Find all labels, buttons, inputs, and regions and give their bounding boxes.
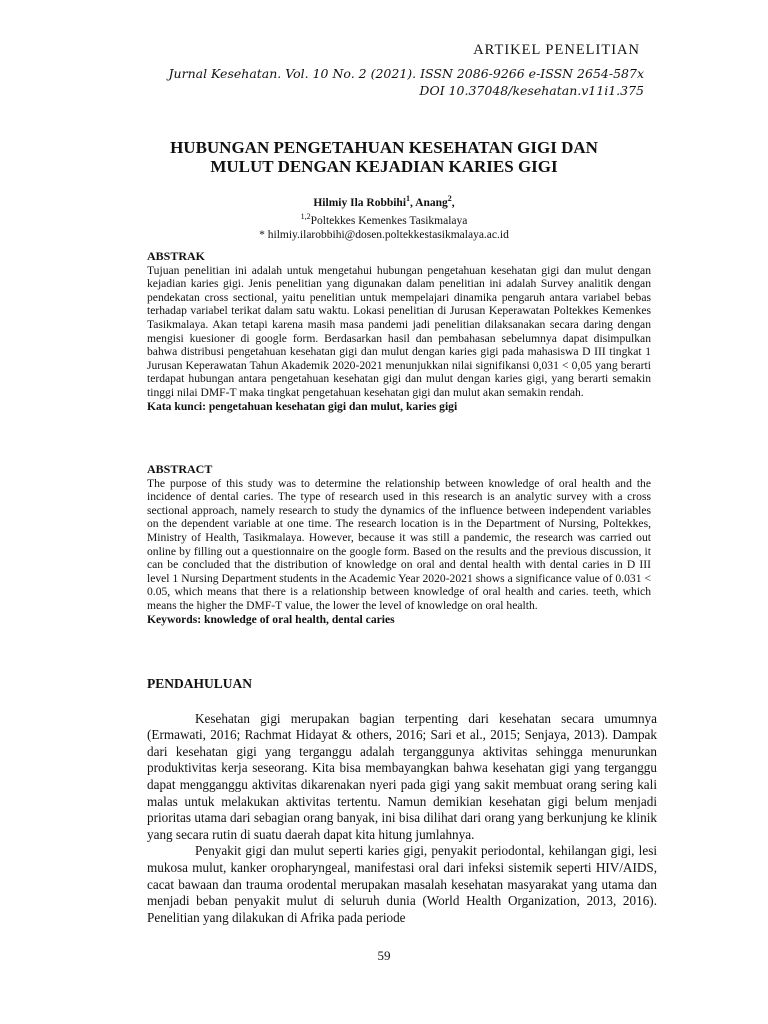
title-line-1: HUBUNGAN PENGETAHUAN KESEHATAN GIGI DAN: [170, 138, 598, 157]
author-sep: ,: [410, 196, 416, 209]
affiliation-text: Poltekkes Kemenkes Tasikmalaya: [310, 214, 468, 227]
author-2-sup: 2: [447, 194, 452, 203]
author-2: Anang: [415, 196, 448, 209]
author-1: Hilmiy Ila Robbihi: [313, 196, 407, 209]
title-line-2: MULUT DENGAN KEJADIAN KARIES GIGI: [210, 157, 558, 176]
abstract-heading: ABSTRACT: [147, 462, 213, 476]
author-names: [120, 192, 648, 210]
abstract-keywords: Keywords: knowledge of oral health, dental caries: [147, 612, 395, 626]
article-title: [120, 138, 648, 176]
pendahuluan-heading: PENDAHULUAN: [147, 676, 253, 691]
abstract-text: The purpose of this study was to determine the relationship between knowledge of oral health and the incidence of dental caries. The type of research used in this research is an analytic survey with a cross sectional approach, namely research to study the dynamics of the influence between independent variables on the dependent variable at one time. The research location is in the Department of Nursing, Poltekkes, Ministry of Health, Tasikmalaya. However, because it was still a pandemic, the research was carried out online by filling out a questionnaire on the google form. Based on the results and the previous discussion, it can be concluded that the distribution of knowledge on oral and dental health with dental caries in D III level 1 Nursing Department students in the Academic Year 2020-2021 shows a significance value of 0.031 < 0.05, which means that there is a relationship between knowledge of oral health and caries. teeth, which means the higher the DMF-T value, the lower the level of knowledge on oral health.: [147, 476, 651, 612]
pendahuluan-section: [147, 676, 657, 926]
affiliation-sup: 1,2: [300, 211, 311, 221]
journal-info: Jurnal Kesehatan. Vol. 10 No. 2 (2021). ISSN 2086-9266 e-ISSN 2654-587x: [168, 66, 644, 81]
doi: DOI 10.37048/kesehatan.v11i1.375: [419, 83, 644, 98]
abstrak-keywords: Kata kunci: pengetahuan kesehatan gigi dan mulut, karies gigi: [147, 399, 458, 413]
paragraph-2: Penyakit gigi dan mulut seperti karies gigi, penyakit periodontal, kehilangan gigi, lesi mukosa mulut, kanker oropharyngeal, manifestasi oral dari infeksi sistemik seperti HIV/AIDS, cacat bawaan dan trauma orodental merupakan masalah kesehatan masyarakat yang utama dan menjadi beban penyakit mulut di seluruh dunia (World Health Organization, 2013, 2016). Penelitian yang dilakukan di Afrika pada periode: [147, 843, 657, 925]
author-block: [120, 192, 648, 242]
page-number: 59: [377, 948, 391, 963]
abstrak-section: [147, 250, 651, 413]
affiliation: [120, 210, 648, 228]
abstrak-heading: ABSTRAK: [147, 249, 206, 263]
header-label: ARTIKEL PENELITIAN: [473, 42, 640, 58]
author-end: ,: [451, 196, 455, 209]
author-1-sup: 1: [406, 194, 411, 203]
abstract-section: [147, 463, 651, 626]
abstrak-text: Tujuan penelitian ini adalah untuk mengetahui hubungan pengetahuan kesehatan gigi dan mulut dengan kejadian karies gigi. Jenis penelitian yang digunakan dalam penelitian ini adalah Survey analitik dengan pendekatan cross sectional, yaitu penelitian untuk mempelajari dinamika pengaruh antara variabel bebas terhadap variabel terikat dalam satu waktu. Lokasi penelitian di Jurusan Keperawatan Poltekkes Kemenkes Tasikmalaya. Akan tetapi karena masih masa pandemi jadi penelitian dilaksanakan secara daring dengan mengisi kuesioner di google form. Berdasarkan hasil dan pembahasan sebelumnya dapat disimpulkan bahwa distribusi pengetahuan kesehatan gigi dan mulut dengan karies gigi pada mahasiswa D III tingkat 1 Jurusan Keperawatan Tahun Akademik 2020-2021 menunjukkan nilai signifikansi 0,031 < 0,05 yang berarti terdapat hubungan antara pengetahuan kesehatan gigi dan mulut dengan karies gigi, yang berarti semakin tinggi nilai DMF-T maka tingkat pengetahuan kesehatan gigi dan mulut akan semakin rendah.: [147, 263, 651, 399]
paragraph-1: Kesehatan gigi merupakan bagian terpenting dari kesehatan secara umumnya (Ermawati, 2016; Rachmat Hidayat & others, 2016; Sari et al., 2015; Senjaya, 2013). Dampak dari kesehatan gigi yang terganggu adalah terganggunya aktivitas sehingga menurunkan produktivitas kerja seseorang. Kita bisa membayangkan bahwa kesehatan gigi yang terganggu dapat mengganggu aktivitas dikarenakan nyeri pada gigi yang sakit membuat orang sering kali malas untuk melakukan aktivitas tertentu. Namun demikian kesehatan gigi belum menjadi prioritas utama dari sebagian orang banyak, ini bisa dilihat dari orang yang berkunjung ke klinik yang secara rutin di suatu daerah dapat kita hitung jumlahnya.: [147, 710, 657, 842]
author-email: * hilmiy.ilarobbihi@dosen.poltekkestasikmalaya.ac.id: [259, 228, 509, 241]
